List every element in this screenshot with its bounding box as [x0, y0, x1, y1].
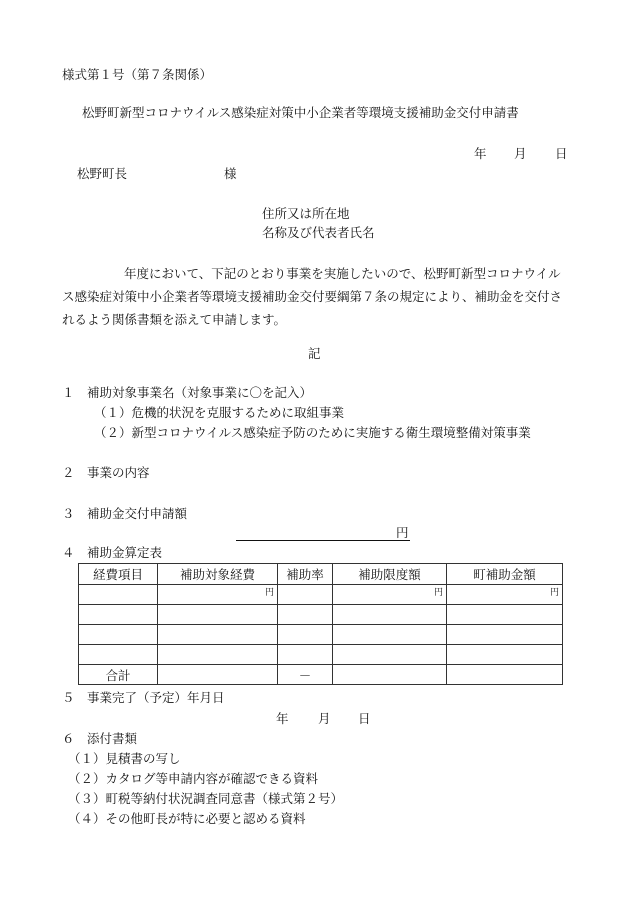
header-expense-item: 経費項目	[79, 564, 158, 585]
applicant-address-label: 住所又は所在地	[262, 206, 350, 221]
attachment-item-1: （１）見積書の写し	[68, 751, 181, 766]
cell-total-rate-dash: －	[278, 665, 333, 685]
header-town-subsidy: 町補助金額	[447, 564, 563, 585]
table-row	[79, 645, 563, 665]
cell-limit-amount[interactable]	[333, 645, 447, 665]
cell-limit-amount[interactable]	[333, 625, 447, 645]
applicant-name-label: 名称及び代表者氏名	[262, 225, 375, 240]
section-6-title: ６ 添付書類	[62, 731, 138, 746]
cell-total-limit-amount[interactable]	[333, 665, 447, 685]
cell-eligible-expense[interactable]	[158, 645, 278, 665]
table-header-row	[79, 564, 563, 585]
completion-month-label: 月	[318, 711, 331, 726]
date-month-label: 月	[514, 146, 527, 161]
cell-total-label: 合計	[79, 665, 158, 685]
form-number: 様式第１号（第７条関係）	[62, 67, 213, 82]
cell-eligible-expense[interactable]	[158, 605, 278, 625]
section-2-title: ２ 事業の内容	[62, 465, 150, 480]
table-row	[79, 625, 563, 645]
date-year-label: 年	[474, 146, 487, 161]
cell-total-eligible-expense[interactable]	[158, 665, 278, 685]
cell-expense-item[interactable]	[79, 605, 158, 625]
section-3-title: ３ 補助金交付申請額	[62, 506, 188, 521]
cell-town-subsidy[interactable]	[447, 625, 563, 645]
table-row	[79, 605, 563, 625]
cell-eligible-expense[interactable]	[158, 625, 278, 645]
cell-total-town-subsidy[interactable]	[447, 665, 563, 685]
cell-subsidy-rate[interactable]	[278, 605, 333, 625]
attachment-item-2: （２）カタログ等申請内容が確認できる資料	[68, 771, 319, 786]
header-eligible-expense: 補助対象経費	[158, 564, 278, 585]
completion-day-label: 日	[358, 711, 371, 726]
section-5-title: ５ 事業完了（予定）年月日	[62, 690, 225, 705]
cell-town-subsidy[interactable]	[447, 605, 563, 625]
paragraph-text: 年度において、下記のとおり事業を実施したいので、松野町新型コロナウイルス感染症対策中小企業者等環境支援補助金交付要綱第７条の規定により、補助金を交付されるよう関係書類を添えて申請します。	[62, 266, 563, 327]
recipient-name: 松野町長	[77, 166, 128, 181]
document-title: 松野町新型コロナウイルス感染症対策中小企業者等環境支援補助金交付申請書	[82, 105, 519, 120]
cell-eligible-expense-unit[interactable]: 円	[158, 585, 278, 605]
cell-subsidy-rate[interactable]	[278, 585, 333, 605]
cell-limit-amount[interactable]	[333, 605, 447, 625]
cell-expense-item[interactable]	[79, 585, 158, 605]
attachment-item-3: （３）町税等納付状況調査同意書（様式第２号）	[68, 791, 344, 806]
subsidy-calculation-table	[78, 563, 563, 685]
table-row	[79, 585, 563, 605]
section-1-item-1: （１）危機的状況を克服するために取組事業	[94, 405, 345, 420]
cell-subsidy-rate[interactable]	[278, 625, 333, 645]
table-total-row	[79, 665, 563, 685]
ki-heading: 記	[308, 346, 321, 361]
cell-subsidy-rate[interactable]	[278, 645, 333, 665]
section-1-item-2: （２）新型コロナウイルス感染症予防のために実施する衛生環境整備対策事業	[94, 425, 531, 440]
header-limit-amount: 補助限度額	[333, 564, 447, 585]
cell-expense-item[interactable]	[79, 625, 158, 645]
application-amount-line	[236, 524, 410, 541]
cell-limit-amount-unit[interactable]: 円	[333, 585, 447, 605]
application-paragraph	[62, 262, 572, 331]
cell-expense-item[interactable]	[79, 645, 158, 665]
attachment-item-4: （４）その他町長が特に必要と認める資料	[68, 811, 306, 826]
section-4-title: ４ 補助金算定表	[62, 545, 163, 560]
cell-town-subsidy-unit[interactable]: 円	[447, 585, 563, 605]
date-day-label: 日	[555, 146, 568, 161]
cell-town-subsidy[interactable]	[447, 645, 563, 665]
section-1-title: １ 補助対象事業名（対象事業に〇を記入）	[62, 385, 313, 400]
header-subsidy-rate: 補助率	[278, 564, 333, 585]
application-amount-unit: 円	[396, 525, 409, 540]
recipient-honorific: 様	[224, 166, 237, 181]
completion-year-label: 年	[276, 711, 289, 726]
